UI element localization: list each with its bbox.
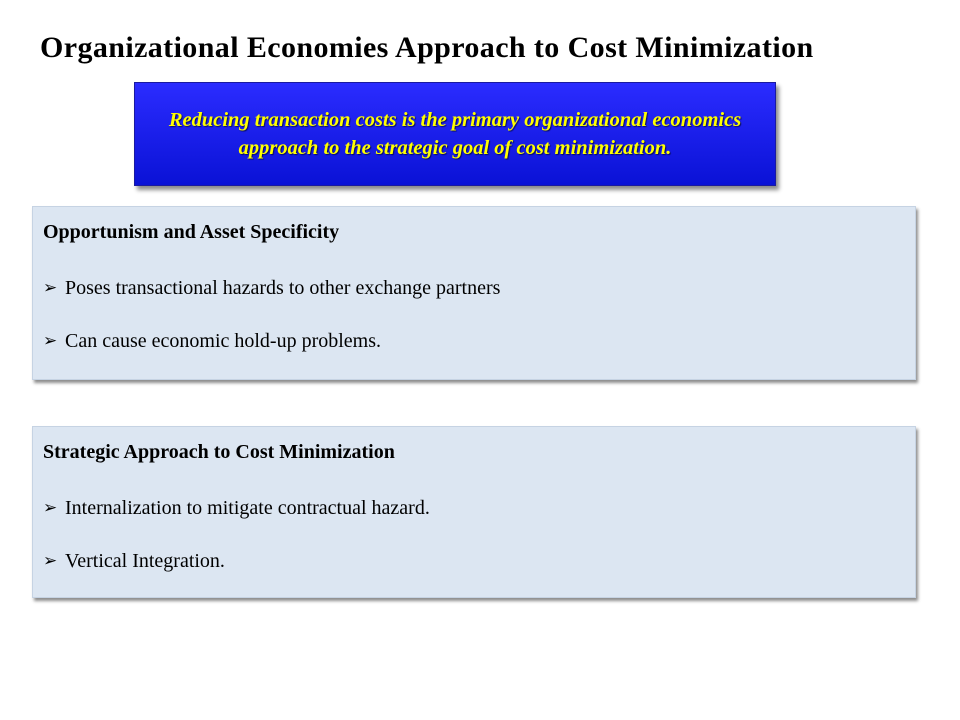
bullet-item <box>43 548 905 574</box>
panel-heading: Opportunism and Asset Specificity <box>43 221 340 243</box>
slide-title: Organizational Economies Approach to Cost Minimization <box>40 31 814 64</box>
bullet-text: Can cause economic hold-up problems. <box>65 330 382 352</box>
bullet-item <box>43 495 905 521</box>
bullet-text: Internalization to mitigate contractual hazard. <box>65 497 430 519</box>
panel-strategic-approach <box>32 426 916 598</box>
callout-text: Reducing transaction costs is the primary organizational economics approach to the strategic goal of cost minimization. <box>168 109 742 159</box>
arrow-bullet-icon: ➢ <box>43 551 58 570</box>
bullet-item <box>43 275 905 301</box>
bullet-text: Poses transactional hazards to other exchange partners <box>65 277 501 299</box>
panel-heading: Strategic Approach to Cost Minimization <box>43 441 395 463</box>
panel-opportunism <box>32 206 916 380</box>
arrow-bullet-icon: ➢ <box>43 331 58 350</box>
arrow-bullet-icon: ➢ <box>43 498 58 517</box>
callout-box <box>134 82 776 186</box>
bullet-text: Vertical Integration. <box>65 550 225 572</box>
arrow-bullet-icon: ➢ <box>43 278 58 297</box>
bullet-item <box>43 328 905 354</box>
